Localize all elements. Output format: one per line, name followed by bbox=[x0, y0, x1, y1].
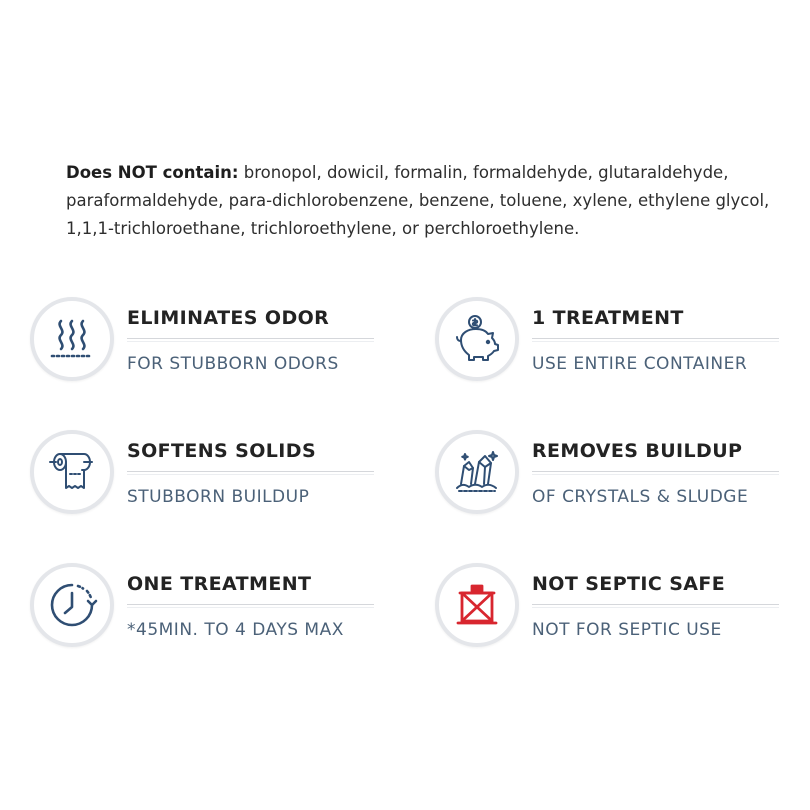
feature-title: REMOVES BUILDUP bbox=[532, 440, 743, 462]
crystals-icon bbox=[435, 430, 519, 514]
feature-subtitle: *45MIN. TO 4 DAYS MAX bbox=[127, 620, 344, 640]
toilet-paper-icon bbox=[30, 430, 114, 514]
feature-title: 1 TREATMENT bbox=[532, 307, 684, 329]
feature-one-treatment bbox=[30, 563, 400, 663]
divider bbox=[532, 471, 779, 475]
ingredients-note-text: bronopol, dowicil, formalin, formaldehyde, glutaraldehyde, paraformaldehyde, para-dichlorobenzene, benzene, toluene, xylene, ethylene glycol, 1,1,1-trichloroethane, trichloroethylene, or perchloroethylene. bbox=[66, 163, 770, 238]
feature-subtitle: OF CRYSTALS & SLUDGE bbox=[532, 487, 749, 507]
feature-subtitle: FOR STUBBORN ODORS bbox=[127, 354, 339, 374]
divider bbox=[532, 338, 779, 342]
feature-subtitle: NOT FOR SEPTIC USE bbox=[532, 620, 722, 640]
ingredients-note-lead: Does NOT contain: bbox=[66, 163, 239, 182]
feature-subtitle: USE ENTIRE CONTAINER bbox=[532, 354, 748, 374]
divider bbox=[127, 604, 374, 608]
odor-waves-icon bbox=[30, 297, 114, 381]
feature-removes-buildup bbox=[435, 430, 805, 530]
feature-not-septic-safe bbox=[435, 563, 805, 663]
feature-title: SOFTENS SOLIDS bbox=[127, 440, 317, 462]
feature-softens-solids bbox=[30, 430, 400, 530]
piggy-bank-icon bbox=[435, 297, 519, 381]
ingredients-note bbox=[66, 159, 786, 243]
divider bbox=[532, 604, 779, 608]
feature-title: ONE TREATMENT bbox=[127, 573, 312, 595]
divider bbox=[127, 338, 374, 342]
no-septic-icon bbox=[435, 563, 519, 647]
clock-icon bbox=[30, 563, 114, 647]
feature-title: NOT SEPTIC SAFE bbox=[532, 573, 726, 595]
feature-subtitle: STUBBORN BUILDUP bbox=[127, 487, 310, 507]
divider bbox=[127, 471, 374, 475]
feature-title: ELIMINATES ODOR bbox=[127, 307, 330, 329]
feature-1-treatment bbox=[435, 297, 805, 397]
feature-eliminates-odor bbox=[30, 297, 400, 397]
